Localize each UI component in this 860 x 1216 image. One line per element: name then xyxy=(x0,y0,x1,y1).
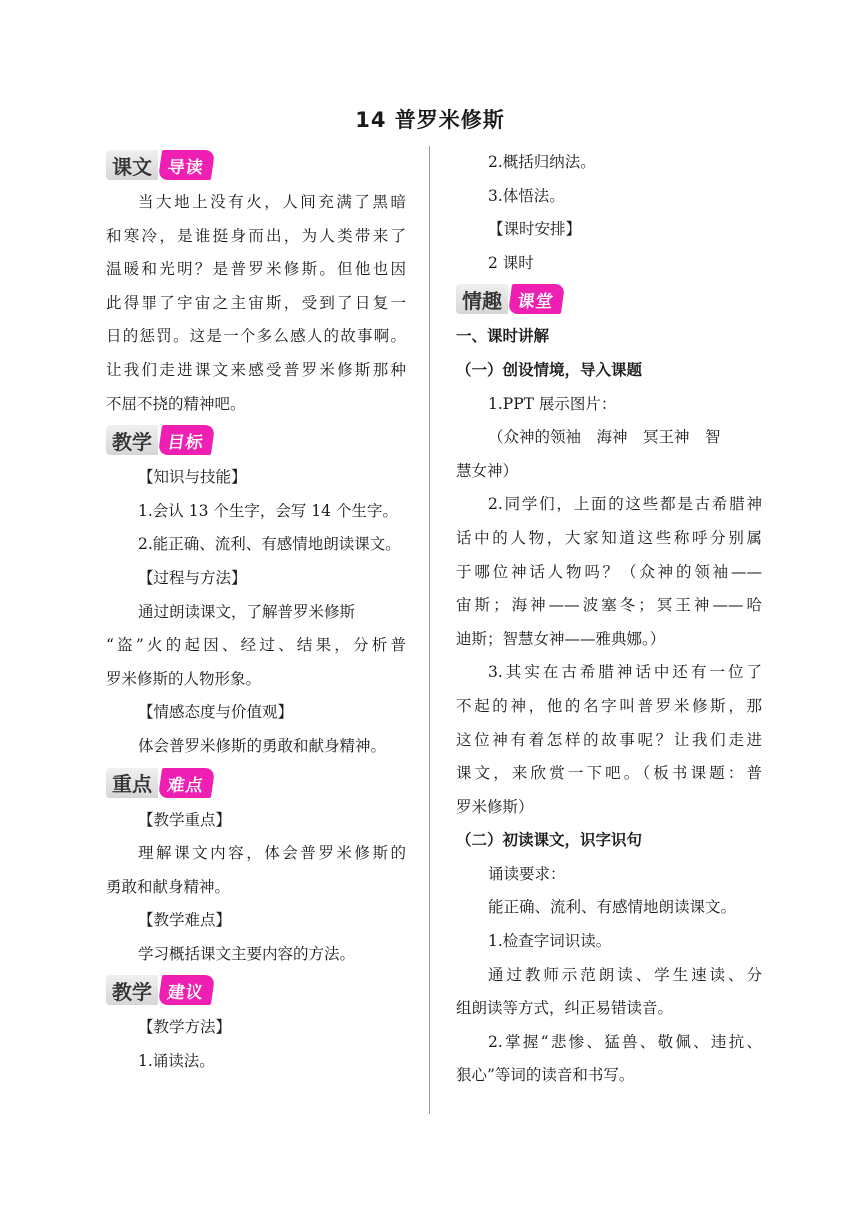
goal-line: 罗米修斯的人物形象。 xyxy=(106,669,262,688)
intro-line: 和寒冷，是谁挺身而出，为人类带来了 xyxy=(106,226,406,245)
badge-right-label: 目标 xyxy=(158,425,215,455)
goal-line: “盗”火的起因、经过、结果，分析普 xyxy=(106,636,406,655)
goal-heading: 【情感态度与价值观】 xyxy=(138,703,294,722)
badge-right-label: 导读 xyxy=(158,150,215,180)
intro-line: 当大地上没有火，人间充满了黑暗 xyxy=(138,193,406,211)
lesson-line: 2.掌握“悲惨、猛兽、敬佩、违抗、 xyxy=(488,1032,762,1051)
lesson-line: 宙斯；海神——波塞冬；冥王神——哈 xyxy=(456,596,762,615)
section-badge-teaching-advice xyxy=(106,972,406,1008)
lesson-line: 1.检查字词识读。 xyxy=(488,932,612,951)
section-badge-fun-class xyxy=(456,281,762,317)
intro-line: 日的惩罚。这是一个多么感人的故事啊。 xyxy=(106,327,406,346)
lesson-line: 不起的神，他的名字叫普罗米修斯，那 xyxy=(456,696,762,715)
lesson-line: 迪斯；智慧女神——雅典娜。） xyxy=(456,629,666,648)
section-badge-reading-guide xyxy=(106,147,406,183)
lesson-line: 这位神有着怎样的故事呢？让我们走进 xyxy=(456,730,762,749)
lesson-line: 能正确、流利、有感情地朗读课文。 xyxy=(488,898,737,917)
badge-left-label: 教学 xyxy=(106,425,158,455)
goal-line: 2.能正确、流利、有感情地朗读课文。 xyxy=(138,535,401,554)
key-heading: 【教学难点】 xyxy=(138,911,232,930)
badge-left-label: 情趣 xyxy=(456,284,508,314)
section-badge-key-difficult xyxy=(106,765,406,801)
badge-left-label: 重点 xyxy=(106,768,158,798)
intro-line: 温暖和光明？是普罗米修斯。但他也因 xyxy=(106,260,406,279)
schedule-line: 2 课时 xyxy=(488,253,534,272)
key-heading: 【教学重点】 xyxy=(138,810,232,829)
subsection-heading: （一）创设情境，导入课题 xyxy=(456,360,643,379)
lesson-line: 诵读要求： xyxy=(488,864,566,883)
lesson-line: 组朗读等方式，纠正易错读音。 xyxy=(456,999,674,1018)
key-line: 勇敢和献身精神。 xyxy=(106,877,231,896)
advice-line: 1.诵读法。 xyxy=(138,1052,215,1071)
lesson-line: 话中的人物，大家知道这些称呼分别属 xyxy=(456,528,762,547)
document-title: 14 普罗米修斯 xyxy=(355,108,505,132)
goal-line: 1.会认 13 个生字，会写 14 个生字。 xyxy=(138,501,398,520)
badge-left-label: 教学 xyxy=(106,975,158,1005)
key-line: 理解课文内容，体会普罗米修斯的 xyxy=(138,844,406,863)
lesson-line: 通过教师示范朗读、学生速读、分 xyxy=(488,965,762,984)
method-line: 2.概括归纳法。 xyxy=(488,153,596,171)
section-badge-teaching-goals xyxy=(106,422,406,458)
left-column xyxy=(106,146,406,1079)
lesson-line: 1.PPT 展示图片： xyxy=(488,394,617,413)
goal-line: 体会普罗米修斯的勇敢和献身精神。 xyxy=(138,736,387,755)
lesson-line: 3.其实在古希腊神话中还有一位了 xyxy=(488,663,762,682)
badge-left-label: 课文 xyxy=(106,150,158,180)
column-divider xyxy=(429,146,430,1114)
advice-heading: 【教学方法】 xyxy=(138,1018,232,1037)
lesson-line: （众神的领袖 海神 冥王神 智 xyxy=(488,428,721,447)
intro-line: 让我们走进课文来感受普罗米修斯那种 xyxy=(106,360,406,379)
key-line: 学习概括课文主要内容的方法。 xyxy=(138,944,356,963)
badge-right-label: 建议 xyxy=(158,975,215,1005)
badge-right-label: 难点 xyxy=(158,768,215,798)
lesson-line: 2.同学们，上面的这些都是古希腊神 xyxy=(488,495,762,514)
subsection-heading: （二）初读课文，识字识句 xyxy=(456,831,643,850)
goal-line: 通过朗读课文，了解普罗米修斯 xyxy=(138,602,356,621)
lesson-line: 狠心”等词的读音和书写。 xyxy=(456,1066,635,1085)
intro-line: 此得罪了宇宙之主宙斯，受到了日复一 xyxy=(106,293,406,312)
lesson-line: 慧女神） xyxy=(456,461,519,480)
schedule-heading: 【课时安排】 xyxy=(488,220,582,239)
section-heading: 一、课时讲解 xyxy=(456,327,550,346)
right-column xyxy=(456,146,762,1093)
lesson-line: 于哪位神话人物吗？（众神的领袖—— xyxy=(456,562,762,581)
goal-heading: 【过程与方法】 xyxy=(138,568,247,587)
badge-right-label: 课堂 xyxy=(508,284,565,314)
lesson-line: 课文，来欣赏一下吧。（板书课题：普 xyxy=(456,764,762,783)
lesson-line: 罗米修斯） xyxy=(456,797,534,816)
method-line: 3.体悟法。 xyxy=(488,186,565,205)
intro-line: 不屈不挠的精神吧。 xyxy=(106,394,246,413)
goal-heading: 【知识与技能】 xyxy=(138,468,247,487)
